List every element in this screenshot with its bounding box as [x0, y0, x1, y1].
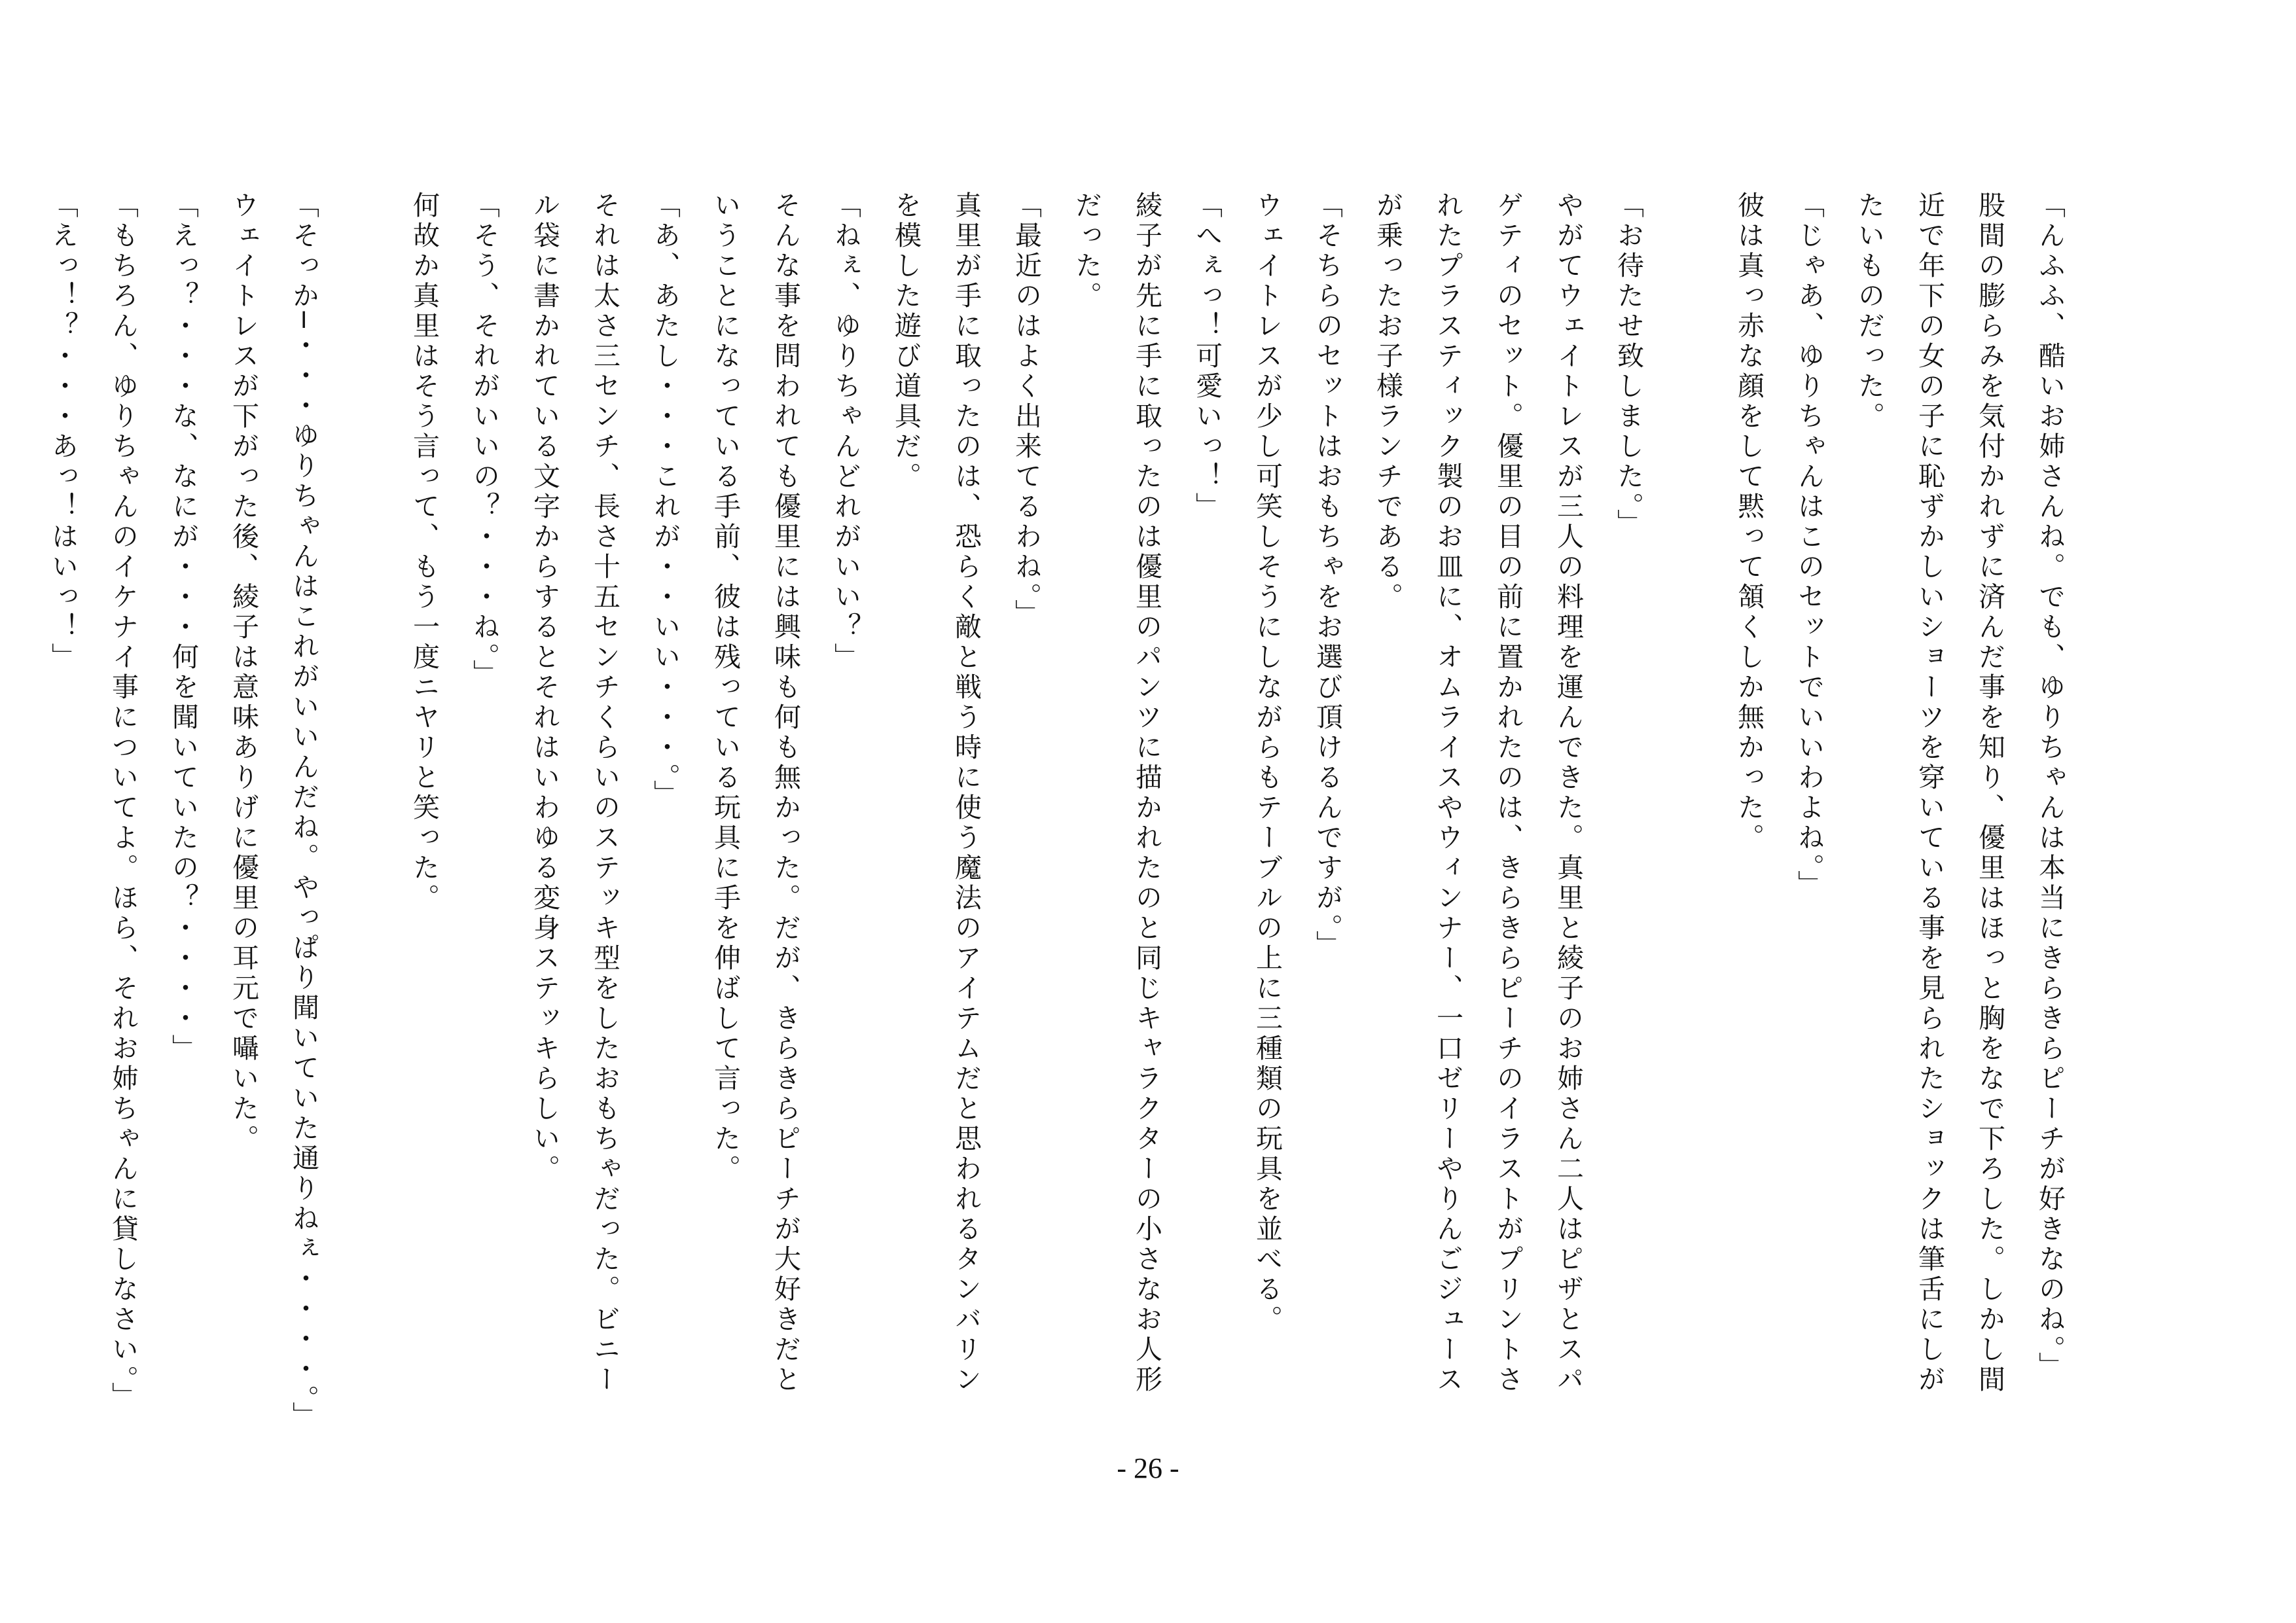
text-line: 「えっ？・・・な、なにが・・・何を聞いていたの？・・・・」: [168, 191, 199, 1064]
text-line: だった。: [1071, 191, 1102, 312]
text-line: が乗ったお子様ランチである。: [1372, 191, 1403, 613]
text-line: 何故か真里はそう言って、もう一度ニヤリと笑った。: [408, 191, 440, 914]
text-line: いうことになっている手前、彼は残っている玩具に手を伸ばして言った。: [709, 191, 741, 1185]
text-line: やがてウェイトレスが三人の料理を運んできた。真里と綾子のお姉さん二人はピザとスパ: [1552, 191, 1584, 1395]
text-line: 「最近のはよく出来てるわね。」: [1011, 191, 1042, 630]
text-line: 「そちらのセットはおもちゃをお選び頂けるんですが。」: [1312, 191, 1343, 961]
text-line: 股間の膨らみを気付かれずに済んだ事を知り、優里はほっと胸をなで下ろした。しかし間: [1974, 191, 2005, 1395]
text-line: 「じゃあ、ゆりちゃんはこのセットでいいわよね。」: [1793, 191, 1825, 901]
text-line: ル袋に書かれている文字からするとそれはいわゆる変身ステッキらしい。: [529, 191, 560, 1185]
text-line: 「お待たせ致しました。」: [1613, 191, 1644, 539]
text-line: ウェイトレスが下がった後、綾子は意味ありげに優里の耳元で囁いた。: [228, 191, 259, 1154]
text-line: そんな事を問われても優里には興味も何も無かった。だが、きらきらピーチが大好きだと: [770, 191, 801, 1395]
text-line: れたプラスティック製のお皿に、オムライスやウィンナー、一口ゼリーやりんごジュース: [1432, 191, 1463, 1395]
text-line: 綾子が先に手に取ったのは優里のパンツに描かれたのと同じキャラクターの小さなお人形: [1131, 191, 1162, 1395]
text-line: 「もちろん、ゆりちゃんのイケナイ事についてよ。ほら、それお姉ちゃんに貸しなさい。」: [107, 191, 139, 1412]
text-line: 「んふふ、酷いお姉さんね。でも、ゆりちゃんは本当にきらきらピーチが好きなのね。」: [2034, 191, 2066, 1382]
blank-line: [334, 191, 394, 1454]
blank-line: [1659, 191, 1719, 1454]
text-line: 「そう、それがいいの？・・・ね。」: [469, 191, 500, 690]
text-line: 「そっか─・・・ゆりちゃんはこれがいいんだね。やっぱり聞いていた通りねぇ・・・・。」: [288, 191, 319, 1432]
text-line: ゲティのセット。優里の目の前に置かれたのは、きらきらピーチのイラストがプリントさ: [1492, 191, 1524, 1395]
text-line: 近で年下の女の子に恥ずかしいショーツを穿いている事を見られたショックは筆舌にしが: [1914, 191, 1945, 1395]
text-line: 彼は真っ赤な顔をして黙って頷くしか無かった。: [1733, 191, 1765, 853]
text-line: 真里が手に取ったのは、恐らく敵と戦う時に使う魔法のアイテムだと思われるタンバリン: [950, 191, 982, 1395]
text-line: それは太さ三センチ、長さ十五センチくらいのステッキ型をしたおもちゃだった。ビニー: [589, 191, 620, 1395]
text-line: を模した遊び道具だ。: [890, 191, 922, 492]
text-line: ウェイトレスが少し可笑しそうにしながらもテーブルの上に三種類の玩具を並べる。: [1251, 191, 1283, 1335]
text-line: たいものだった。: [1854, 191, 1885, 432]
vertical-text-body: [47, 191, 2080, 1454]
text-line: 「えっ！？・・・あっ！はいっ！」: [47, 191, 79, 673]
text-line: 「あ、あたし・・・これが・・いい・・・。」: [649, 191, 681, 810]
text-line: 「へぇっ！可愛いっ！」: [1191, 191, 1223, 522]
text-line: 「ねぇ、ゆりちゃんどれがいい？」: [830, 191, 861, 673]
page-number: - 26 -: [1117, 1452, 1179, 1484]
